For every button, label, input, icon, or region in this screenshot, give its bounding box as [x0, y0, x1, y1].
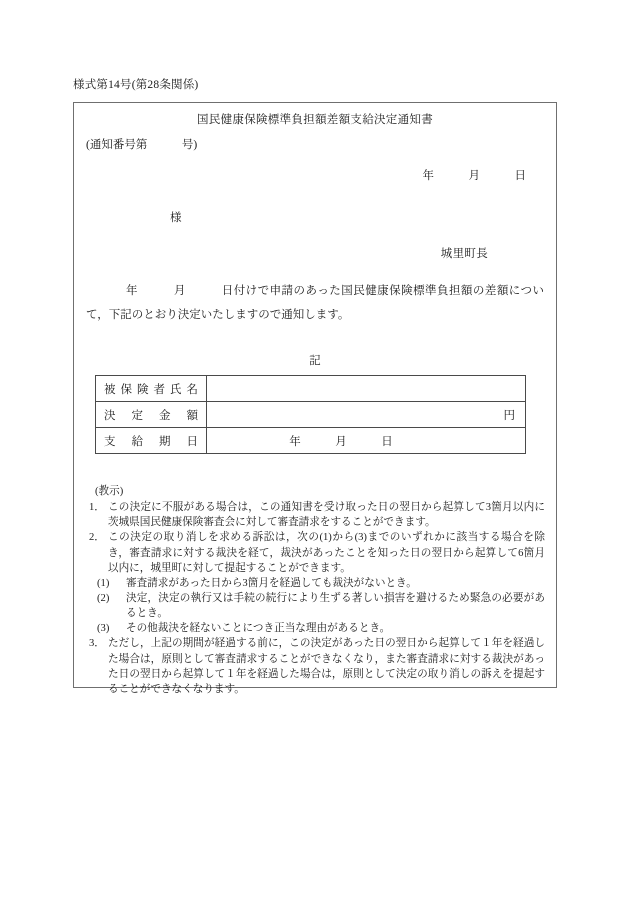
row-label-decided-amount: 決定金額: [96, 402, 207, 428]
instruction-sub-marker-3: (3): [97, 623, 110, 635]
instruction-sub-text-1: 審査請求があった日から3箇月を経過しても裁決がないとき。: [126, 577, 417, 589]
instruction-text-1: この決定に不服がある場合は，この通知書を受け取った日の翌日から起算して3箇月以内に茨城県国民健康保険審査会に対して審査請求をすることができます。: [108, 502, 545, 529]
recipient-honorific: 様: [170, 212, 182, 224]
instruction-sub-list: [86, 576, 545, 637]
instruction-item-1: [86, 500, 545, 530]
instruction-sub-marker-1: (1): [97, 577, 110, 589]
row-label-payment-date: 支給期日: [96, 428, 207, 454]
row-value-insured-name[interactable]: [207, 376, 526, 402]
instruction-sub-item-2: [86, 591, 545, 621]
instruction-text-3: ただし，上記の期間が経過する前に，この決定があった日の翌日から起算して１年を経過した場合は，原則として審査請求することができなくなり，また審査請求に対する裁決があった日の翌日から起算して１年を経過した場合は，原則として決定の取り消しの訴えを提起することができなくなります。: [108, 638, 545, 695]
document-frame: [73, 102, 557, 695]
form-number: 様式第14号(第28条関係): [73, 79, 199, 91]
instruction-sub-marker-2: (2): [97, 592, 110, 604]
instruction-sub-text-3: その他裁決を経ないことにつき正当な理由があるとき。: [126, 623, 391, 635]
row-label-insured-name: 被保険者氏名: [96, 376, 207, 402]
instruction-marker-3: 3．: [89, 638, 105, 650]
instruction-text-2: この決定の取り消しを求める訴訟は，次の(1)から(3)までのいずれかに該当する場合を除き，審査請求に対する裁決を経て，裁決があったことを知った日の翌日から起算して6箇月以内に，城里町に対して提起することができます。: [108, 532, 545, 574]
table-row: [96, 376, 526, 402]
table-row: [96, 428, 526, 454]
instructions-heading: (教示): [95, 486, 124, 497]
instruction-marker-1: 1．: [89, 502, 105, 514]
instruction-sub-text-2: 決定，決定の執行又は手続の続行により生ずる著しい損害を避けるため緊急の必要があるとき。: [126, 592, 545, 620]
frame-inner: [74, 103, 556, 695]
instructions-block: [86, 484, 545, 697]
decision-table: [95, 375, 526, 454]
instruction-sub-item-1: [86, 576, 545, 591]
ki-heading: 記: [309, 355, 321, 367]
instruction-item-2: [86, 530, 545, 575]
row-value-payment-date[interactable]: 年 月 日: [207, 428, 526, 454]
issuer-name: 城里町長: [440, 248, 488, 260]
instruction-marker-2: 2．: [89, 532, 105, 544]
instruction-sub-item-3: [86, 621, 545, 636]
issue-date-line: 年 月 日: [422, 170, 526, 182]
table-row: [96, 402, 526, 428]
notice-number: (通知番号第 号): [86, 139, 198, 151]
body-paragraph: 年 月 日付けで申請のあった国民健康保険標準負担額の差額について，下記のとおり決定いたしますので通知します。: [86, 285, 544, 321]
row-value-decided-amount[interactable]: 円: [207, 402, 526, 428]
instruction-item-3: [86, 636, 545, 697]
document-title: 国民健康保険標準負担額差額支給決定通知書: [197, 114, 433, 126]
